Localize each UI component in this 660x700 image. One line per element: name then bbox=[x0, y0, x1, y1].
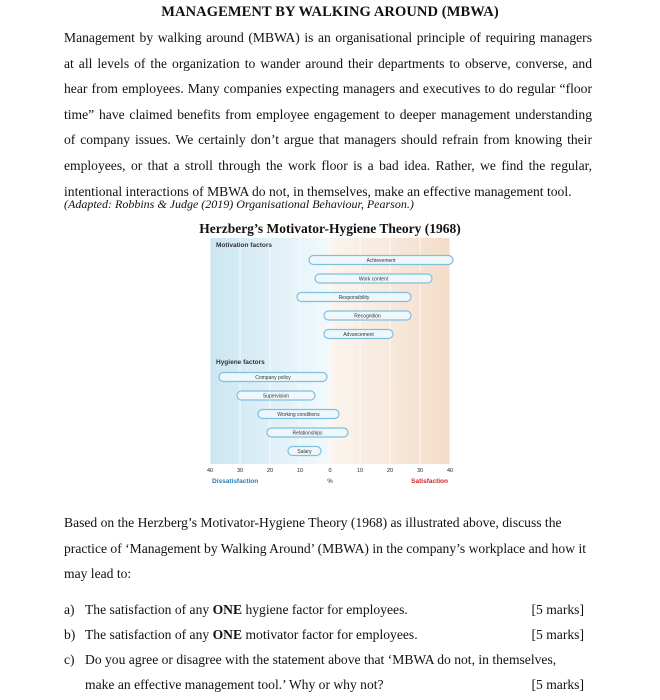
x-tick-label: 30 bbox=[416, 468, 424, 474]
intro-paragraph: Management by walking around (MBWA) is an organisational principle of requiring managers at all levels of the organization to wander around their departments to observe, converse, and hear from employees. Many companies expecting managers and executives to do regular “floor time” have claimed benefits from employee engagement to deeper management understanding of company issues. We certainly don’t argue that managers should refrain from knowing their employees, or that a stroll through the work floor is a bad idea. Rather, we find the regular, intentional interactions of MBWA do not, in themselves, make an effective management tool. bbox=[64, 30, 592, 199]
question-c-letter: c) bbox=[64, 652, 75, 667]
x-tick-label: 40 bbox=[446, 468, 454, 474]
factor-label: Responsibility bbox=[338, 295, 370, 301]
question-b-marks: [5 marks] bbox=[531, 627, 584, 642]
factor-label: Work content bbox=[358, 276, 389, 283]
question-b-text: The satisfaction of any ONE motivator factor for employees. bbox=[85, 627, 418, 642]
x-tick-label: 40 bbox=[206, 468, 214, 474]
factor-label: Company policy bbox=[255, 375, 291, 381]
factor-label: Supervision bbox=[262, 393, 290, 400]
question-c-line2: make an effective management tool.’ Why or why not? bbox=[85, 677, 384, 692]
factor-label: Relationships bbox=[292, 430, 323, 437]
question-b-letter: b) bbox=[64, 627, 76, 642]
question-c-line1: Do you agree or disagree with the statement above that ‘MBWA do not, in themselves, bbox=[85, 652, 557, 667]
question-a-marks: [5 marks] bbox=[531, 602, 584, 617]
factor-label: Recognition bbox=[354, 313, 381, 320]
factor-label: Advancement bbox=[343, 332, 374, 338]
x-tick-label: 30 bbox=[236, 468, 244, 474]
x-tick-label: 0 bbox=[328, 468, 332, 474]
x-tick-label: 10 bbox=[356, 468, 364, 474]
document-title: MANAGEMENT BY WALKING AROUND (MBWA) bbox=[161, 4, 499, 20]
x-tick-label: 20 bbox=[386, 468, 394, 474]
factor-label: Working conditions bbox=[277, 412, 320, 418]
question-a-text: The satisfaction of any ONE hygiene factor for employees. bbox=[85, 602, 408, 617]
question-intro: Based on the Herzberg’s Motivator-Hygiene Theory (1968) as illustrated above, discuss the practice of ‘Management by Walking Around’ (MBWA) in the company’s workplace and how it may lead to: bbox=[64, 515, 586, 582]
question-c-marks: [5 marks] bbox=[531, 677, 584, 692]
x-tick-label: 10 bbox=[296, 468, 304, 474]
dissatisfaction-label: Dissatisfaction bbox=[212, 478, 259, 485]
x-unit-label: % bbox=[327, 479, 333, 485]
factor-label: Achievement bbox=[366, 258, 396, 264]
satisfaction-label: Satisfaction bbox=[411, 478, 448, 485]
factor-label: Salary bbox=[297, 449, 312, 455]
question-a-letter: a) bbox=[64, 602, 75, 617]
group-label: Hygiene factors bbox=[216, 359, 265, 366]
herzberg-chart bbox=[200, 238, 460, 490]
source-citation: (Adapted: Robbins & Judge (2019) Organisational Behaviour, Pearson.) bbox=[64, 197, 414, 211]
chart-title: Herzberg’s Motivator-Hygiene Theory (1968) bbox=[199, 221, 461, 236]
group-label: Motivation factors bbox=[216, 242, 272, 249]
x-tick-label: 20 bbox=[266, 468, 274, 474]
